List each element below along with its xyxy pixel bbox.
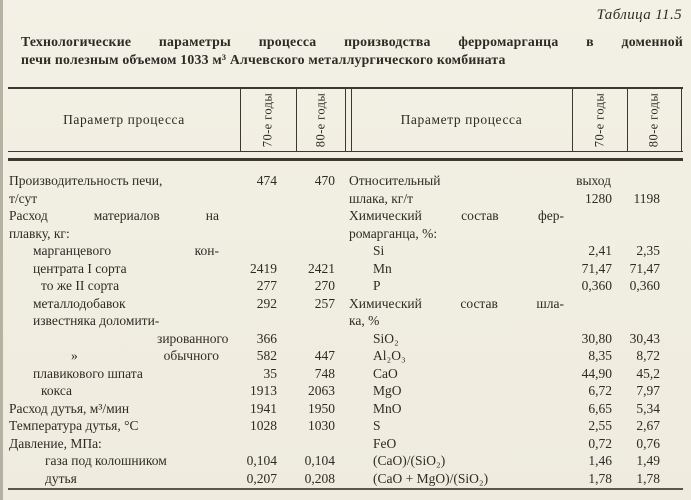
row-label: Al₂O₃ [373, 348, 406, 363]
table-row [9, 435, 335, 453]
value-70s: 1,78 [588, 470, 612, 486]
value-80s: 1030 [308, 418, 335, 433]
table-row [9, 172, 335, 190]
table-row [9, 365, 335, 383]
header-divider [296, 88, 297, 151]
row-label: ромарганца, %: [349, 225, 438, 241]
table-row [349, 225, 660, 243]
value-70s: 1941 [250, 400, 277, 416]
header-divider [572, 88, 573, 151]
row-label: плавку, кг: [9, 225, 70, 241]
table-row [349, 365, 660, 383]
value-70s: 2419 [250, 260, 277, 276]
value-70s: 582 [256, 348, 277, 363]
value-80s: 1,78 [636, 470, 660, 486]
caption-line-2: печи полезным объемом 1033 м³ Алчевского металлургического комбината [21, 51, 506, 67]
value-70s: 1028 [250, 418, 277, 433]
value-70s: 0,72 [588, 435, 612, 451]
value-80s: 1198 [633, 190, 660, 206]
value-80s: 8,72 [636, 348, 660, 363]
table-row [349, 242, 660, 260]
table-row [9, 225, 335, 243]
value-70s: 1913 [250, 383, 277, 398]
header-divider [627, 88, 628, 151]
row-label: Производительность печи, [9, 173, 163, 188]
row-label: шлака, кг/т [349, 190, 413, 206]
table-number-title: Таблица 11.5 [596, 7, 682, 23]
value-80s: 7,97 [636, 383, 660, 398]
table-row [9, 260, 335, 278]
row-label: CaO [373, 365, 398, 381]
header-half-divider [345, 88, 346, 151]
value-80s: 257 [314, 295, 335, 311]
value-80s: 2,35 [636, 243, 660, 258]
value-80s: 45,2 [636, 365, 660, 381]
table-row [349, 347, 660, 365]
value-80s: 748 [314, 365, 335, 381]
table-row [9, 382, 335, 400]
table-row [9, 347, 335, 365]
table-row [349, 277, 660, 295]
value-70s: 35 [263, 365, 277, 381]
table-row [349, 330, 660, 348]
value-70s: 1280 [585, 190, 612, 206]
table-row [9, 242, 335, 260]
value-70s: 0,360 [581, 278, 612, 293]
value-70s: 6,72 [588, 383, 612, 398]
value-80s: 5,34 [636, 400, 660, 416]
table-body-left [9, 172, 335, 487]
param-header-right: Параметр процесса [400, 112, 523, 127]
table-body-right [349, 172, 660, 487]
table-row [9, 312, 335, 330]
header-divider [240, 88, 241, 151]
row-label: (CaO)/(SiO₂) [373, 453, 446, 468]
value-70s: 0,104 [246, 453, 277, 468]
value-70s: 2,41 [588, 243, 612, 258]
row-label: (CaO + MgO)/(SiO₂) [373, 470, 489, 486]
value-80s: 447 [314, 348, 335, 363]
value-80s: 1950 [308, 400, 335, 416]
value-70s: 277 [256, 278, 277, 293]
table-row [349, 295, 660, 313]
row-label: Расход дутья, м³/мин [9, 400, 130, 416]
row-label: то же II сорта [41, 278, 120, 293]
table-row [9, 190, 335, 208]
table-row [349, 172, 660, 190]
value-80s: 0,360 [629, 278, 660, 293]
row-label: MnO [373, 400, 402, 416]
col-header-80s-right: 80-е годы [646, 92, 661, 148]
row-label: Химический состав фер- [349, 208, 564, 223]
row-label: газа под колошником [45, 453, 167, 468]
table-row [349, 400, 660, 418]
scan-edge-artifact [0, 0, 3, 500]
table-row [349, 312, 660, 330]
value-80s: 270 [314, 278, 335, 293]
table-row [9, 417, 335, 435]
row-label: Si [373, 243, 385, 258]
value-80s: 2,67 [636, 418, 660, 433]
table-caption [21, 33, 683, 68]
row-label: Mn [373, 260, 392, 276]
table-row [9, 452, 335, 470]
table-row [9, 400, 335, 418]
row-label: MgO [373, 383, 402, 398]
table-row [9, 277, 335, 295]
row-label: Химический состав шла- [349, 295, 564, 311]
value-80s: 0,76 [636, 435, 660, 451]
col-header-80s-left: 80-е годы [313, 92, 328, 148]
row-label: т/сут [9, 190, 38, 206]
row-label: Давление, МПа: [9, 435, 102, 451]
header-right-edge [681, 88, 682, 151]
table-row [9, 330, 335, 348]
row-label: ка, % [349, 313, 380, 328]
row-label: » обычного [71, 348, 219, 363]
row-label: дутья [45, 470, 77, 486]
row-label: металлодобавок [33, 295, 126, 311]
header-bottom-rule [8, 151, 683, 152]
row-label: Относительный выход [349, 173, 611, 188]
value-80s: 2421 [308, 260, 335, 276]
row-label: P [373, 278, 381, 293]
value-80s: 2063 [308, 383, 335, 398]
row-label: S [373, 418, 381, 433]
row-label: кокса [41, 383, 72, 398]
value-80s: 1,49 [636, 453, 660, 468]
col-header-70s-left: 70-е годы [260, 92, 275, 148]
value-70s: 292 [256, 295, 277, 311]
row-label: плавикового шпата [33, 365, 143, 381]
table-row [349, 260, 660, 278]
value-70s: 6,65 [588, 400, 612, 416]
value-70s: 44,90 [581, 365, 612, 381]
row-label: зированного [157, 330, 229, 346]
value-70s: 366 [256, 330, 277, 346]
col-header-70s-right: 70-е годы [592, 92, 607, 148]
table-row [9, 470, 335, 488]
table-row [349, 382, 660, 400]
table-row [349, 207, 660, 225]
table-row [349, 452, 660, 470]
value-80s: 30,43 [629, 330, 660, 346]
value-70s: 1,46 [588, 453, 612, 468]
row-label: марганцевого кон- [33, 243, 219, 258]
value-80s: 470 [314, 173, 335, 188]
value-70s: 2,55 [588, 418, 612, 433]
table-row [349, 435, 660, 453]
table-row [349, 470, 660, 488]
value-70s: 0,207 [246, 470, 277, 486]
caption-line-1: Технологические параметры процесса производства ферромарганца в доменной [21, 34, 683, 49]
table-row [349, 417, 660, 435]
table-bottom-rule [8, 488, 683, 490]
table-row [349, 190, 660, 208]
row-label: центрата I сорта [33, 260, 127, 276]
row-label: FeO [373, 435, 397, 451]
value-70s: 71,47 [581, 260, 612, 276]
header-heavy-rule [8, 158, 683, 161]
row-label: Температура дутья, °С [9, 418, 139, 433]
value-70s: 474 [256, 173, 277, 188]
value-70s: 8,35 [588, 348, 612, 363]
row-label: Расход материалов на [9, 208, 219, 223]
value-80s: 0,104 [304, 453, 335, 468]
value-80s: 71,47 [629, 260, 660, 276]
param-header-left: Параметр процесса [63, 112, 185, 127]
table-row [9, 207, 335, 225]
value-70s: 30,80 [581, 330, 612, 346]
value-80s: 0,208 [304, 470, 335, 486]
table-row [9, 295, 335, 313]
row-label: известняка доломити- [33, 313, 160, 328]
row-label: SiO₂ [373, 330, 399, 346]
